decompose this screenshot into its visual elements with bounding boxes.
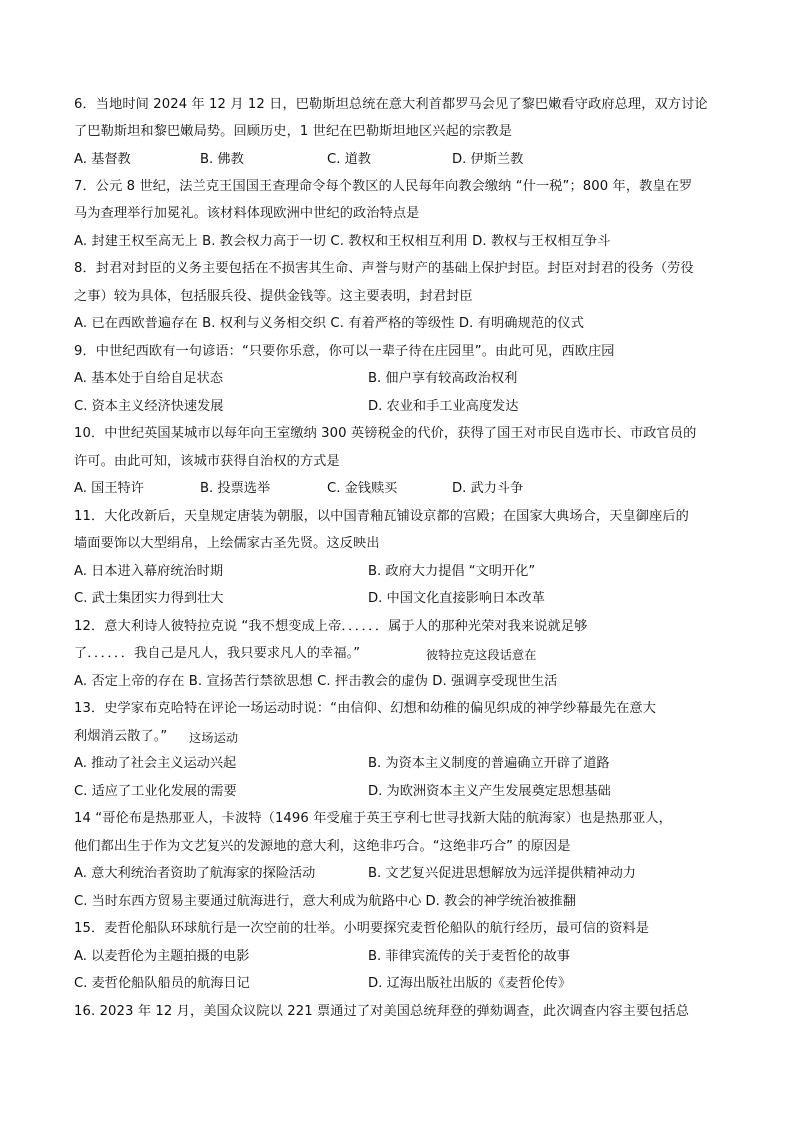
- question-14-line-1: 14 “哥伦布是热那亚人，卡波特（1496 年受雇于英王亨利七世寻找新大陆的航海家）也是热那亚人，: [74, 811, 672, 826]
- question-12-line-2-tail: 彼特拉克这段话意在: [426, 648, 537, 662]
- question-12-line-1: 12．意大利诗人彼特拉克说 “我不想变成上帝．．．．．．属于人的那种光荣对我来说就足够: [74, 619, 588, 634]
- question-14-option-a: A. 意大利统治者资助了航海家的探险活动: [74, 866, 316, 881]
- question-13-option-d: D. 为欧洲资本主义产生发展奠定思想基础: [368, 784, 611, 799]
- question-9-option-c: C. 资本主义经济快速发展: [74, 399, 224, 414]
- question-9-line-1: 9．中世纪西欧有一句谚语：“只要你乐意，你可以一辈子待在庄园里”。由此可见，西欧庄园: [74, 344, 615, 359]
- question-11-option-d: D. 中国文化直接影响日本改革: [368, 591, 545, 606]
- question-9-option-a: A. 基本处于自给自足状态: [74, 371, 224, 386]
- question-13-line-1: 13．史学家布克哈特在评论一场运动时说：“由信仰、幻想和幼稚的偏见织成的神学纱幕最先在意大: [74, 701, 656, 716]
- question-13-option-b: B. 为资本主义制度的普遍确立开辟了道路: [368, 756, 610, 771]
- question-6-line-1: 6．当地时间 2024 年 12 月 12 日，巴勒斯坦总统在意大利首都罗马会见了黎巴嫩看守政府总理，双方讨论: [74, 97, 708, 112]
- question-8-options: A. 已在西欧普遍存在 B. 权利与义务相交织 C. 有着严格的等级性 D. 有明确规范的仪式: [74, 316, 585, 331]
- question-13-line-2-tail: 这场运动: [189, 731, 239, 745]
- question-15-option-c: C. 麦哲伦船队船员的航海日记: [74, 976, 250, 991]
- question-13-option-a: A. 推动了社会主义运动兴起: [74, 756, 237, 771]
- question-13-option-c: C. 适应了工业化发展的需要: [74, 784, 237, 799]
- question-15-line-1: 15．麦哲伦船队环球航行是一次空前的壮举。小明要探究麦哲伦船队的航行经历，最可信的资料是: [74, 921, 650, 936]
- question-15-option-b: B. 菲律宾流传的关于麦哲伦的故事: [368, 949, 571, 964]
- question-11-line-1: 11．大化改新后，天皇规定唐装为朝服，以中国青釉瓦铺设京都的宫殿；在国家大典场合，天皇御座后的: [74, 509, 689, 524]
- question-10-option-d: D. 武力斗争: [452, 481, 524, 496]
- question-8-line-1: 8．封君对封臣的义务主要包括在不损害其生命、声誉与财产的基础上保护封臣。封臣对封君的役务（劳役: [74, 261, 694, 276]
- question-10-option-c: C. 金钱赎买: [327, 481, 398, 496]
- question-15-option-a: A. 以麦哲伦为主题拍摄的电影: [74, 949, 250, 964]
- question-6-option-c: C. 道教: [327, 152, 371, 167]
- question-11-line-2: 墙面要饰以大型绢帛，上绘儒家古圣先贤。这反映出: [74, 536, 380, 551]
- question-12-options: A. 否定上帝的存在 B. 宣扬苦行禁欲思想 C. 抨击教会的虚伪 D. 强调享受现世生活: [74, 674, 558, 689]
- question-8-line-2: 之事）较为具体，包括服兵役、提供金钱等。这主要表明，封君封臣: [74, 289, 473, 304]
- question-16-line-1: 16. 2023 年 12 月，美国众议院以 221 票通过了对美国总统拜登的弹劾调查，此次调查内容主要包括总: [74, 1004, 690, 1019]
- question-6-option-b: B. 佛教: [200, 152, 244, 167]
- question-15-option-d: D. 辽海出版社出版的《麦哲伦传》: [368, 976, 572, 991]
- question-7-options: A. 封建王权至高无上 B. 教会权力高于一切 C. 教权和王权相互利用 D. 教权与王权相互争斗: [74, 234, 611, 249]
- question-9-option-d: D. 农业和手工业高度发达: [368, 399, 519, 414]
- question-13-line-2: 利烟消云散了。”: [74, 729, 168, 744]
- question-11-option-b: B. 政府大力提倡 “文明开化”: [368, 564, 536, 579]
- question-7-line-1: 7．公元 8 世纪，法兰克王国国王查理命令每个教区的人民每年向教会缴纳 “什一税”；800 年，教皇在罗: [74, 179, 693, 194]
- question-10-option-b: B. 投票选举: [200, 481, 271, 496]
- question-14-option-cd: C. 当时东西方贸易主要通过航海进行，意大利成为航路中心 D. 教会的神学统治被推翻: [74, 894, 576, 909]
- question-9-option-b: B. 佃户享有较高政治权利: [368, 371, 518, 386]
- question-11-option-a: A. 日本进入幕府统治时期: [74, 564, 224, 579]
- question-7-line-2: 马为查理举行加冕礼。该材料体现欧洲中世纪的政治特点是: [74, 206, 420, 221]
- question-12-line-2: 了．．．．．．我自己是凡人，我只要求凡人的幸福。”: [74, 646, 361, 661]
- question-10-line-2: 许可。由此可知，该城市获得自治权的方式是: [74, 454, 340, 469]
- question-11-option-c: C. 武士集团实力得到壮大: [74, 591, 224, 606]
- question-10-line-1: 10．中世纪英国某城市以每年向王室缴纳 300 英镑税金的代价，获得了国王对市民自选市长、市政官员的: [74, 426, 697, 441]
- question-14-option-b: B. 文艺复兴促进思想解放为远洋提供精神动力: [368, 866, 636, 881]
- question-14-line-2: 他们都出生于作为文艺复兴的发源地的意大利，这绝非巧合。“这绝非巧合” 的原因是: [74, 839, 571, 854]
- question-6-option-a: A. 基督教: [74, 152, 131, 167]
- question-6-line-2: 了巴勒斯坦和黎巴嫩局势。回顾历史，1 世纪在巴勒斯坦地区兴起的宗教是: [74, 124, 512, 139]
- question-10-option-a: A. 国王特许: [74, 481, 144, 496]
- question-6-option-d: D. 伊斯兰教: [452, 152, 524, 167]
